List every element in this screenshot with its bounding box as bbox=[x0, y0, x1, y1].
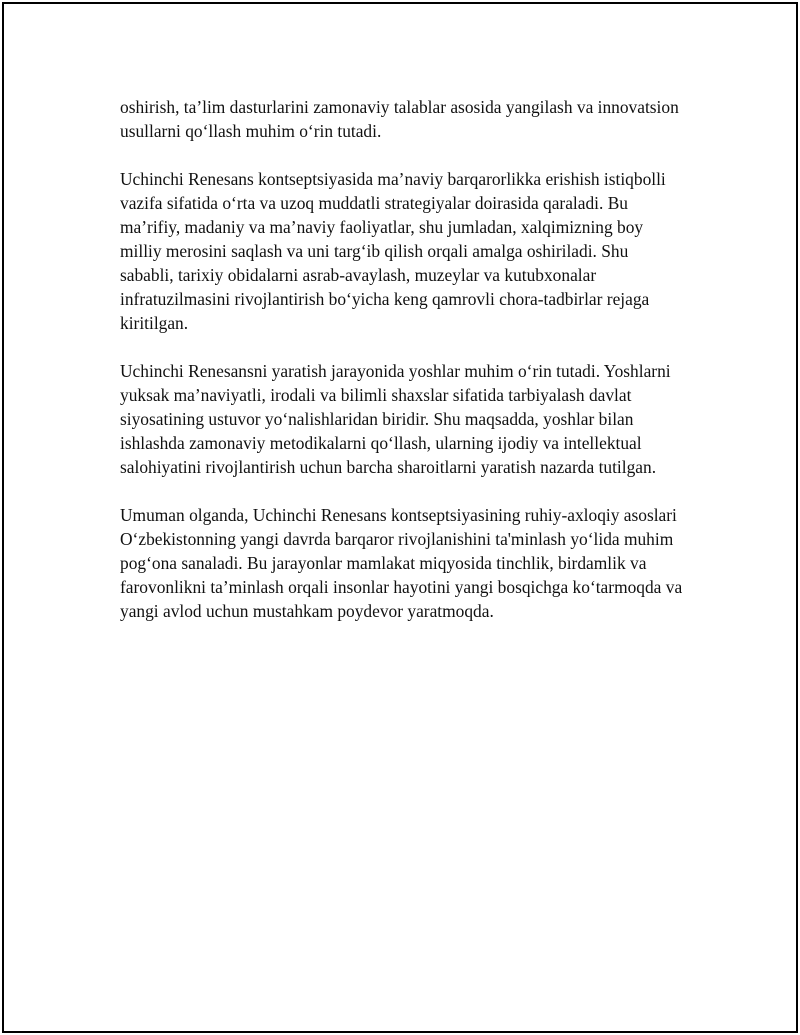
document-page bbox=[2, 2, 798, 1033]
paragraph-3: Uchinchi Renesansni yaratish jarayonida yoshlar muhim o‘rin tutadi. Yoshlarni yuksak ma’naviyatli, irodali va bilimli shaxslar sifatida tarbiyalash davlat siyosatining ustuvor yo‘nalishlaridan biridir. Shu maqsadda, yoshlar bilan ishlashda zamonaviy metodikalarni qo‘llash, ularning ijodiy va intellektual salohiyatini rivojlantirish uchun barcha sharoitlarni yaratish nazarda tutilgan. bbox=[120, 361, 671, 477]
paragraph-2: Uchinchi Renesans kontseptsiyasida ma’naviy barqarorlikka erishish istiqbolli vazifa sifatida o‘rta va uzoq muddatli strategiyalar doirasida qaraladi. Bu ma’rifiy, madaniy va ma’naviy faoliyatlar, shu jumladan, xalqimizning boy milliy merosini saqlash va uni targ‘ib qilish orqali amalga oshiriladi. Shu sababli, tarixiy obidalarni asrab-avaylash, muzeylar va kutubxonalar infratuzilmasini rivojlantirish bo‘yicha keng qamrovli chora-tadbirlar rejaga kiritilgan. bbox=[120, 169, 666, 333]
paragraph-1: oshirish, ta’lim dasturlarini zamonaviy talablar asosida yangilash va innovatsion usullarni qo‘llash muhim o‘rin tutadi. bbox=[120, 97, 679, 141]
paragraph-4: Umuman olganda, Uchinchi Renesans kontseptsiyasining ruhiy-axloqiy asoslari O‘zbekistonning yangi davrda barqaror rivojlanishini ta'minlash yo‘lida muhim pog‘ona sanaladi. Bu jarayonlar mamlakat miqyosida tinchlik, birdamlik va farovonlikni ta’minlash orqali insonlar hayotini yangi bosqichga ko‘tarmoqda va yangi avlod uchun mustahkam poydevor yaratmoqda. bbox=[120, 505, 683, 621]
document-body bbox=[120, 95, 686, 647]
